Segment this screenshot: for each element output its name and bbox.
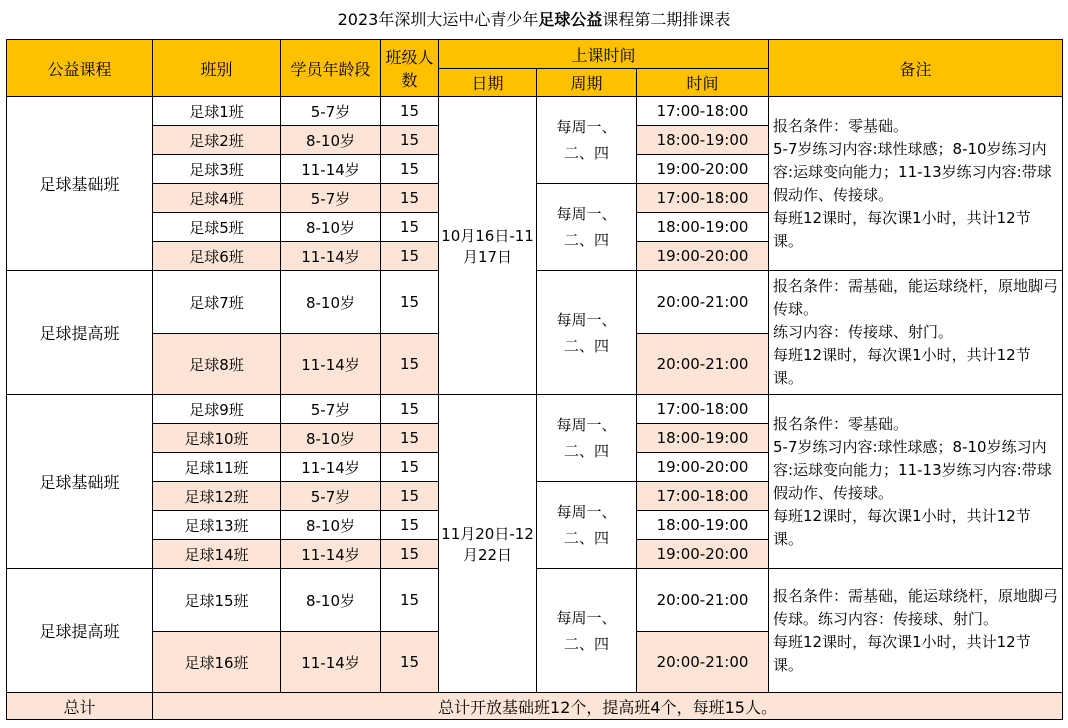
date-text: 11月20日-12月22日 <box>441 524 534 564</box>
class-age: 5-7岁 <box>281 184 381 213</box>
note-line: 5-7岁练习内容:球性球感；8-10岁练习内容:运球变向能力；11-13岁练习内容:带球假动作、传接球。 <box>773 139 1052 204</box>
class-time: 20:00-21:00 <box>637 632 769 693</box>
class-name: 足球7班 <box>153 271 281 334</box>
class-age: 11-14岁 <box>281 242 381 271</box>
class-name: 足球12班 <box>153 482 281 511</box>
class-time: 19:00-20:00 <box>637 242 769 271</box>
class-count: 15 <box>381 97 439 126</box>
class-time: 18:00-19:00 <box>637 511 769 540</box>
class-age: 8-10岁 <box>281 424 381 453</box>
class-count: 15 <box>381 126 439 155</box>
class-age: 11-14岁 <box>281 453 381 482</box>
class-count: 15 <box>381 184 439 213</box>
class-time: 19:00-20:00 <box>637 155 769 184</box>
course-basic: 足球基础班 <box>7 395 153 569</box>
class-time: 18:00-19:00 <box>637 126 769 155</box>
class-name: 足球3班 <box>153 155 281 184</box>
note-line: 每班12课时，每次课1小时，共计12节课。 <box>773 346 1031 387</box>
class-age: 5-7岁 <box>281 482 381 511</box>
class-name: 足球10班 <box>153 424 281 453</box>
class-time: 18:00-19:00 <box>637 424 769 453</box>
class-count: 15 <box>381 569 439 632</box>
class-age: 11-14岁 <box>281 334 381 395</box>
class-age: 8-10岁 <box>281 511 381 540</box>
note-line: 报名条件：需基础，能运球绕杆，原地脚弓传球。练习内容：传接球、射门。 <box>773 586 1059 628</box>
class-name: 足球9班 <box>153 395 281 424</box>
note-line: 5-7岁练习内容:球性球感；8-10岁练习内容:运球变向能力；11-13岁练习内容:带球假动作、传接球。 <box>773 437 1052 502</box>
class-name: 足球15班 <box>153 569 281 632</box>
class-time: 20:00-21:00 <box>637 569 769 632</box>
class-name: 足球4班 <box>153 184 281 213</box>
header-date: 日期 <box>439 69 537 97</box>
class-count: 15 <box>381 632 439 693</box>
weekday: 每周一、二、四 <box>537 395 637 482</box>
class-time: 17:00-18:00 <box>637 482 769 511</box>
class-count: 15 <box>381 540 439 569</box>
class-age: 8-10岁 <box>281 271 381 334</box>
class-count: 15 <box>381 482 439 511</box>
header-note: 备注 <box>769 40 1063 97</box>
class-age: 5-7岁 <box>281 395 381 424</box>
course-advanced: 足球提高班 <box>7 271 153 395</box>
class-name: 足球11班 <box>153 453 281 482</box>
note-advanced <box>769 271 1063 395</box>
class-count: 15 <box>381 271 439 334</box>
class-age: 8-10岁 <box>281 569 381 632</box>
class-name: 足球16班 <box>153 632 281 693</box>
page-title: 2023年深圳大运中心青少年足球公益课程第二期排课表 <box>337 10 731 29</box>
class-age: 11-14岁 <box>281 632 381 693</box>
header-count: 班级人数 <box>381 40 439 97</box>
footer-label: 总计 <box>7 693 153 720</box>
class-name: 足球6班 <box>153 242 281 271</box>
class-name: 足球8班 <box>153 334 281 395</box>
note-line: 每班12课时，每次课1小时，共计12节课。 <box>773 632 1031 674</box>
class-time: 17:00-18:00 <box>637 184 769 213</box>
schedule-table <box>6 39 1063 720</box>
class-time: 20:00-21:00 <box>637 334 769 395</box>
class-count: 15 <box>381 213 439 242</box>
course-basic: 足球基础班 <box>7 97 153 271</box>
class-count: 15 <box>381 395 439 424</box>
date-period <box>439 97 537 395</box>
table-row <box>7 97 1063 126</box>
class-age: 8-10岁 <box>281 126 381 155</box>
class-time: 18:00-19:00 <box>637 213 769 242</box>
date-period <box>439 395 537 693</box>
note-line: 报名条件：零基础。 <box>773 414 909 433</box>
header-age: 学员年龄段 <box>281 40 381 97</box>
header-time: 时间 <box>637 69 769 97</box>
class-time: 17:00-18:00 <box>637 395 769 424</box>
note-basic <box>769 395 1063 569</box>
class-name: 足球13班 <box>153 511 281 540</box>
class-time: 17:00-18:00 <box>637 97 769 126</box>
date-text: 10月16日-11月17日 <box>441 226 534 266</box>
class-count: 15 <box>381 155 439 184</box>
class-count: 15 <box>381 511 439 540</box>
class-time: 19:00-20:00 <box>637 453 769 482</box>
header-class: 班别 <box>153 40 281 97</box>
table-row <box>7 395 1063 424</box>
class-time: 20:00-21:00 <box>637 271 769 334</box>
class-age: 11-14岁 <box>281 540 381 569</box>
class-name: 足球5班 <box>153 213 281 242</box>
footer-text: 总计开放基础班12个，提高班4个，每班15人。 <box>153 693 1063 720</box>
note-line: 每班12课时，每次课1小时，共计12节课。 <box>773 506 1031 548</box>
header-week: 周期 <box>537 69 637 97</box>
class-count: 15 <box>381 242 439 271</box>
note-advanced <box>769 569 1063 693</box>
weekday: 每周一、二、四 <box>537 482 637 569</box>
note-line: 练习内容：传接球、射门。 <box>773 323 954 341</box>
class-time: 19:00-20:00 <box>637 540 769 569</box>
class-count: 15 <box>381 453 439 482</box>
weekday: 每周一、二、四 <box>537 184 637 271</box>
class-age: 11-14岁 <box>281 155 381 184</box>
note-basic <box>769 97 1063 271</box>
class-name: 足球14班 <box>153 540 281 569</box>
weekday: 每周一、二、四 <box>537 569 637 693</box>
header-time-group: 上课时间 <box>439 40 769 69</box>
note-line: 报名条件：零基础。 <box>773 116 909 135</box>
weekday: 每周一、二、四 <box>537 271 637 395</box>
note-line: 报名条件：需基础，能运球绕杆，原地脚弓传球。 <box>773 277 1059 318</box>
class-name: 足球1班 <box>153 97 281 126</box>
class-age: 5-7岁 <box>281 97 381 126</box>
header-course: 公益课程 <box>7 40 153 97</box>
class-count: 15 <box>381 334 439 395</box>
class-age: 8-10岁 <box>281 213 381 242</box>
course-advanced: 足球提高班 <box>7 569 153 693</box>
note-line: 每班12课时，每次课1小时，共计12节课。 <box>773 208 1031 250</box>
weekday: 每周一、二、四 <box>537 97 637 184</box>
class-name: 足球2班 <box>153 126 281 155</box>
class-count: 15 <box>381 424 439 453</box>
